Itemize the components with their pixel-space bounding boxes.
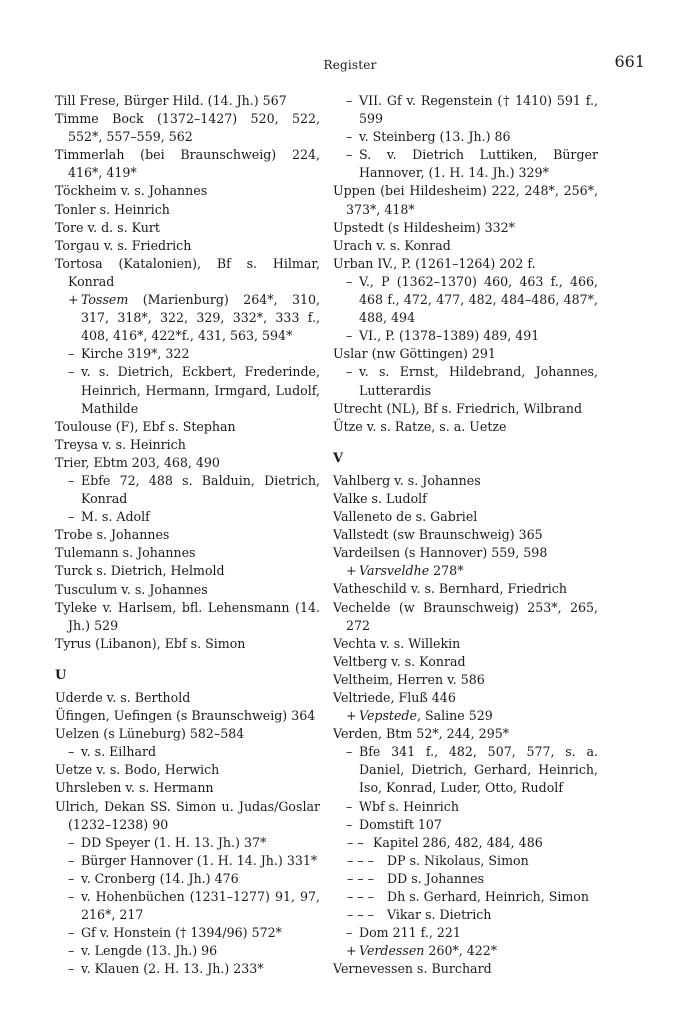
index-entry <box>55 960 320 978</box>
index-entry <box>333 870 598 888</box>
entry-marker: – <box>68 870 75 886</box>
index-entry <box>55 182 320 200</box>
entry-text: Vatheschild v. s. Bernhard, Friedrich <box>333 581 567 597</box>
entry-text: Vallstedt (sw Braunschweig) 365 <box>333 527 543 543</box>
index-column-left <box>55 92 320 979</box>
entry-marker: + <box>346 943 357 959</box>
index-entry <box>55 418 320 436</box>
index-entry <box>333 327 598 345</box>
index-entry <box>55 201 320 219</box>
entry-text: Tonler s. Heinrich <box>55 201 170 217</box>
entry-text: Dom 211 f., 221 <box>359 925 461 941</box>
entry-text: Bfe 341 f., 482, 507, 577, s. a. Daniel, Dietrich, Gerhard, Heinrich, Iso, Konrad, Luder, Otto, Rudolf <box>359 744 598 796</box>
entry-text: v. s. Eilhard <box>81 744 157 760</box>
index-entry <box>333 942 598 960</box>
entry-text: Vernevessen s. Burchard <box>333 961 492 977</box>
entry-text: DD Speyer (1. H. 13. Jh.) 37* <box>81 834 267 850</box>
entry-text: Uslar (nw Göttingen) 291 <box>333 346 496 362</box>
entry-italic-term: Verdessen <box>359 943 425 959</box>
entry-text: Treysa v. s. Heinrich <box>55 436 186 452</box>
index-entry <box>333 508 598 526</box>
entry-text: M. s. Adolf <box>81 509 150 525</box>
index-entry <box>333 635 598 653</box>
index-entry <box>333 725 598 743</box>
entry-text: Timmerlah (bei Braunschweig) 224, 416*, 419* <box>55 147 320 181</box>
index-entry <box>333 182 598 218</box>
entry-text: V., P (1362–1370) 460, 463 f., 466, 468 f., 472, 477, 482, 484–486, 487*, 488, 494 <box>359 273 598 326</box>
entry-text: Vechelde (w Braunschweig) 253*, 265, 272 <box>333 599 598 633</box>
index-entry <box>333 906 598 924</box>
entry-marker: – – <box>347 834 364 850</box>
entry-text: Urach v. s. Konrad <box>333 237 451 253</box>
index-entry <box>333 490 598 508</box>
entry-text: v. Lengde (13. Jh.) 96 <box>81 943 218 959</box>
entry-text: Tyrus (Libanon), Ebf s. Simon <box>55 635 246 651</box>
entry-marker: – <box>346 273 353 289</box>
entry-marker: – <box>68 346 75 362</box>
entry-text: Dh s. Gerhard, Heinrich, Simon <box>387 889 590 905</box>
entry-marker: – <box>346 93 353 108</box>
entry-text: DP s. Nikolaus, Simon <box>387 852 529 868</box>
entry-text: Turck s. Dietrich, Helmold <box>55 563 225 579</box>
entry-text: Veltriede, Fluß 446 <box>333 690 456 705</box>
entry-marker: + <box>68 292 79 308</box>
entry-marker: – <box>346 328 353 344</box>
index-entry <box>333 273 598 327</box>
index-entry <box>333 960 598 978</box>
entry-marker: – – – <box>347 852 374 868</box>
index-entry <box>333 255 598 273</box>
index-entry <box>55 852 320 870</box>
entry-text: 260*, 422* <box>424 943 498 959</box>
index-entry <box>55 689 320 707</box>
entry-text: Uelzen (s Lüneburg) 582–584 <box>55 726 245 742</box>
entry-text: Ulrich, Dekan SS. Simon u. Judas/Goslar (1232–1238) 90 <box>55 798 320 832</box>
entry-marker: – <box>346 798 353 814</box>
index-entry <box>55 599 320 635</box>
entry-text: Wbf s. Heinrich <box>359 798 459 814</box>
entry-text: DD s. Johannes <box>387 870 485 886</box>
index-entry <box>55 798 320 834</box>
entry-text: Vikar s. Dietrich <box>387 907 492 923</box>
index-entry <box>55 707 320 725</box>
entry-text: Kirche 319*, 322 <box>81 346 190 362</box>
index-entry <box>333 671 598 689</box>
index-entry <box>333 526 598 544</box>
entry-text: Uderde v. s. Berthold <box>55 690 191 705</box>
entry-marker: – <box>68 943 75 959</box>
index-entry <box>333 888 598 906</box>
index-entry <box>333 237 598 255</box>
index-entry <box>333 92 598 128</box>
entry-text: Ebfe 72, 488 s. Balduin, Dietrich, Konrad <box>81 472 320 507</box>
index-entry <box>55 942 320 960</box>
entry-text: 278* <box>429 563 464 579</box>
index-entry <box>333 219 598 237</box>
entry-marker: – – – <box>347 907 374 923</box>
entry-text: Veltberg v. s. Konrad <box>333 653 466 669</box>
entry-text: Uetze v. s. Bodo, Herwich <box>55 762 220 778</box>
entry-text: Urban IV., P. (1261–1264) 202 f. <box>333 255 536 271</box>
entry-text: Vardeilsen (s Hannover) 559, 598 <box>333 545 548 561</box>
index-entry <box>55 544 320 562</box>
entry-marker: – <box>68 852 75 868</box>
entry-marker: – <box>68 961 75 977</box>
index-entry <box>333 599 598 635</box>
entry-text: Tortosa (Katalonien), Bf s. Hilmar, Konrad <box>55 255 320 289</box>
entry-text: Valke s. Ludolf <box>333 490 427 506</box>
index-entry <box>55 888 320 924</box>
entry-text: VII. Gf v. Regenstein († 1410) 591 f., 599 <box>359 93 598 127</box>
entry-text: Üfingen, Uefingen (s Braunschweig) 364 <box>55 708 316 724</box>
index-entry <box>55 581 320 599</box>
entry-text: Trobe s. Johannes <box>55 527 170 543</box>
index-entry <box>55 345 320 363</box>
page-header <box>55 50 645 78</box>
index-entry <box>55 219 320 237</box>
index-entry <box>333 146 598 182</box>
entry-marker: – – – <box>347 870 374 886</box>
index-entry <box>55 743 320 761</box>
entry-marker: – <box>68 509 75 525</box>
index-entry <box>333 924 598 942</box>
entry-text: Torgau v. s. Friedrich <box>55 237 192 253</box>
index-entry <box>55 110 320 146</box>
index-entry <box>333 418 598 436</box>
entry-text: Trier, Ebtm 203, 468, 490 <box>55 454 220 470</box>
entry-text: Uppen (bei Hildesheim) 222, 248*, 256*, 373*, 418* <box>333 183 598 217</box>
entry-text: Verden, Btm 52*, 244, 295* <box>333 726 510 742</box>
entry-text: Upstedt (s Hildesheim) 332* <box>333 219 515 235</box>
entry-marker: – <box>68 744 75 760</box>
entry-marker: – <box>68 472 75 488</box>
entry-text: Kapitel 286, 482, 484, 486 <box>373 834 543 850</box>
entry-text: Tulemann s. Johannes <box>55 545 196 561</box>
index-entry <box>333 852 598 870</box>
entry-text: Vahlberg v. s. Johannes <box>333 472 481 488</box>
entry-text: Domstift 107 <box>359 816 442 832</box>
entry-text: v. s. Dietrich, Eckbert, Frederinde, Heinrich, Hermann, Irmgard, Ludolf, Mathilde <box>81 364 320 416</box>
index-entry <box>55 255 320 291</box>
index-entry <box>55 472 320 508</box>
entry-marker: – <box>346 147 353 163</box>
entry-text: Ütze v. s. Ratze, s. a. Uetze <box>333 418 507 434</box>
entry-text: Tyleke v. Harlsem, bfl. Lehensmann (14. Jh.) 529 <box>55 599 320 633</box>
entry-marker: – <box>68 889 75 905</box>
index-entry <box>333 128 598 146</box>
index-entry <box>333 798 598 816</box>
entry-marker: – – – <box>347 889 374 905</box>
entry-marker: – <box>346 129 353 145</box>
entry-marker: + <box>346 708 357 724</box>
index-entry <box>55 92 320 110</box>
entry-text: Gf v. Honstein († 1394/96) 572* <box>81 925 282 941</box>
page-number: 661 <box>614 52 645 71</box>
entry-text: (Marienburg) 264*, 310, 317, 318*, 322, 329, 332*, 333 f., 408, 416*, 422*f., 431, 563, 594* <box>81 292 320 344</box>
entry-marker: – <box>346 816 353 832</box>
entry-text: Toulouse (F), Ebf s. Stephan <box>55 418 236 434</box>
entry-text: Vechta v. s. Willekin <box>333 635 461 651</box>
entry-text: , Saline 529 <box>416 708 493 724</box>
index-entry <box>333 816 598 834</box>
entry-marker: – <box>68 834 75 850</box>
entry-text: Töckheim v. s. Johannes <box>55 183 208 199</box>
index-entry <box>333 834 598 852</box>
entry-text: Bürger Hannover (1. H. 14. Jh.) 331* <box>81 852 318 868</box>
index-entry <box>55 761 320 779</box>
index-entry <box>55 870 320 888</box>
entry-marker: + <box>346 563 357 579</box>
entry-text: Tusculum v. s. Johannes <box>55 581 208 597</box>
running-title: Register <box>323 58 377 72</box>
index-entry <box>55 291 320 345</box>
entry-marker: – <box>346 744 353 760</box>
entry-marker: – <box>68 925 75 941</box>
entry-text: Tore v. d. s. Kurt <box>55 219 160 235</box>
entry-text: VI., P. (1378–1389) 489, 491 <box>359 328 540 344</box>
index-entry <box>55 834 320 852</box>
entry-italic-term: Varsveldhe <box>359 563 430 579</box>
index-entry <box>55 508 320 526</box>
entry-text: v. Steinberg (13. Jh.) 86 <box>359 129 511 145</box>
entry-italic-term: Tossem <box>81 292 129 308</box>
index-letter-heading: U <box>55 667 67 683</box>
index-entry <box>55 924 320 942</box>
index-entry <box>333 653 598 671</box>
entry-text: Utrecht (NL), Bf s. Friedrich, Wilbrand <box>333 400 583 416</box>
index-entry <box>333 345 598 363</box>
index-entry <box>333 580 598 598</box>
entry-text: Uhrsleben v. s. Hermann <box>55 780 214 796</box>
entry-italic-term: Vepstede <box>359 708 417 724</box>
entry-marker: – <box>68 364 75 380</box>
index-entry <box>333 743 598 797</box>
index-entry <box>333 707 598 725</box>
index-entry <box>333 689 598 707</box>
index-entry <box>333 544 598 562</box>
entry-text: v. Cronberg (14. Jh.) 476 <box>81 870 239 886</box>
index-entry <box>55 779 320 797</box>
index-entry <box>55 562 320 580</box>
index-entry <box>55 454 320 472</box>
index-entry <box>55 363 320 417</box>
index-entry <box>333 400 598 418</box>
entry-marker: – <box>346 925 353 941</box>
index-entry <box>333 363 598 399</box>
entry-marker: – <box>346 364 353 380</box>
index-entry <box>55 237 320 255</box>
entry-text: Veltheim, Herren v. 586 <box>333 671 485 687</box>
entry-text: S. v. Dietrich Luttiken, Bürger Hannover, (1. H. 14. Jh.) 329* <box>359 147 598 181</box>
index-entry <box>55 146 320 182</box>
entry-text: v. Klauen (2. H. 13. Jh.) 233* <box>81 961 264 977</box>
index-entry <box>55 436 320 454</box>
entry-text: Timme Bock (1372–1427) 520, 522, 552*, 557–559, 562 <box>55 111 320 145</box>
index-entry <box>55 526 320 544</box>
entry-text: v. Hohenbüchen (1231–1277) 91, 97, 216*, 217 <box>81 889 320 923</box>
index-entry <box>55 725 320 743</box>
index-entry <box>333 562 598 580</box>
index-entry <box>333 472 598 490</box>
index-column-right <box>333 92 598 979</box>
index-entry <box>55 635 320 653</box>
entry-text: Till Frese, Bürger Hild. (14. Jh.) 567 <box>55 93 287 108</box>
index-letter-heading: V <box>333 450 344 466</box>
entry-text: v. s. Ernst, Hildebrand, Johannes, Lutterardis <box>359 364 598 398</box>
entry-text: Valleneto de s. Gabriel <box>333 509 478 525</box>
